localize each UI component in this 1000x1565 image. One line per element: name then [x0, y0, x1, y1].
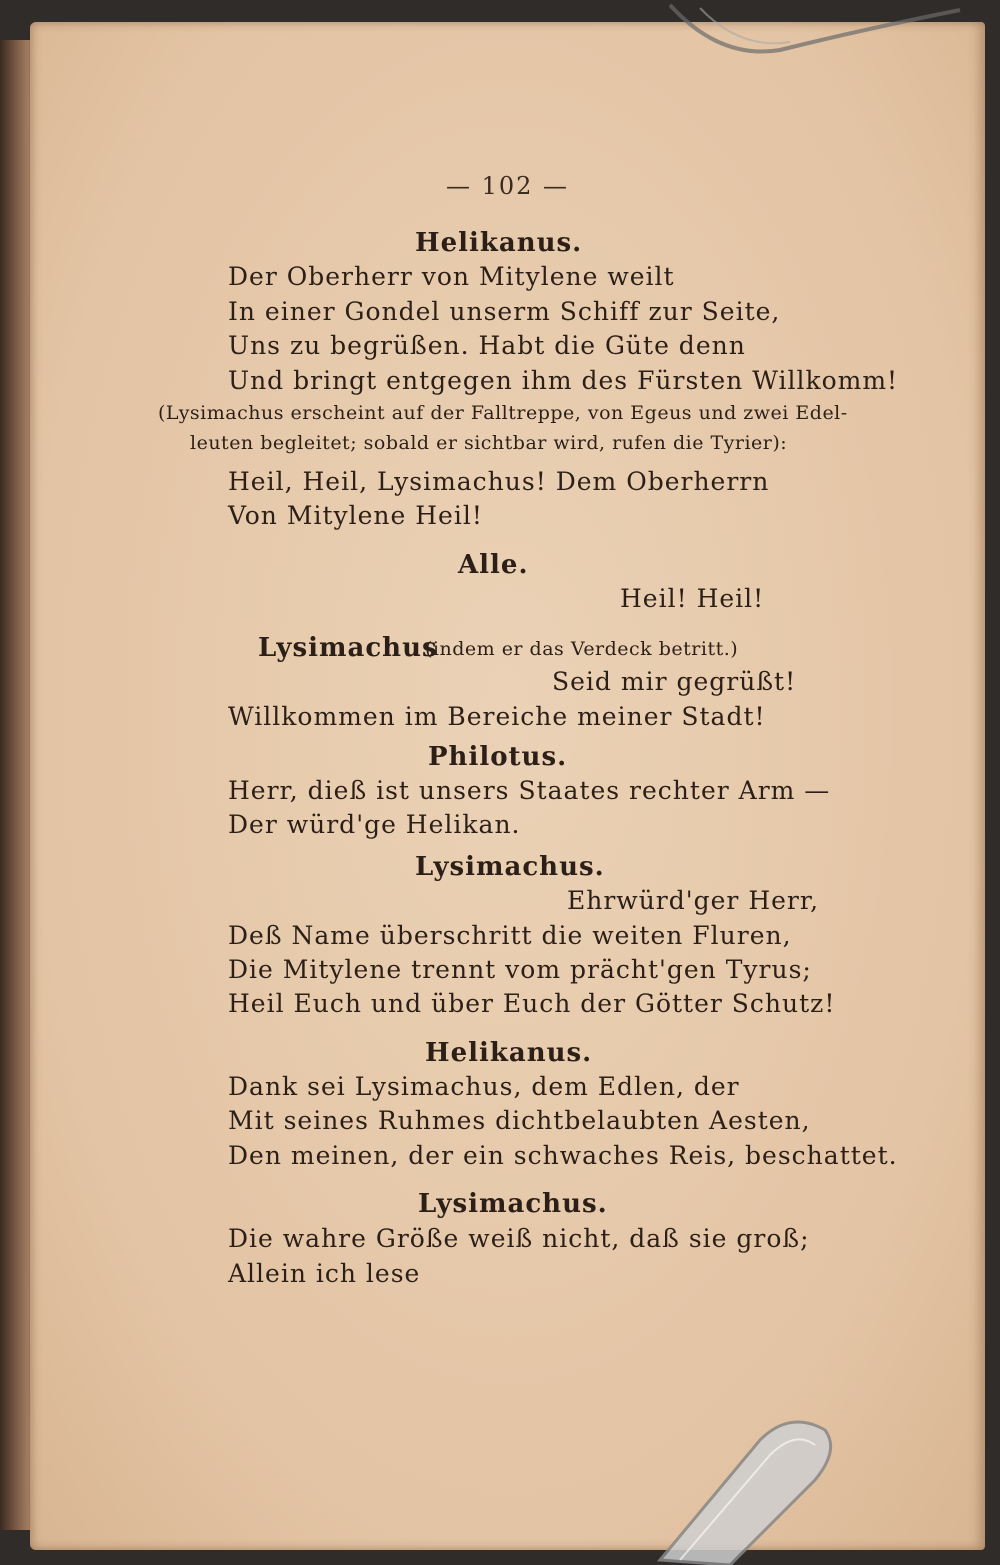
speaker-name: Helikanus. [415, 228, 583, 258]
verse-line: Und bringt entgegen ihm des Fürsten Willkomm! [228, 366, 899, 395]
verse-line: Deß Name überschritt die weiten Fluren, [228, 921, 792, 950]
speaker-name: Lysimachus [258, 633, 438, 663]
speaker-name: Helikanus. [425, 1038, 593, 1068]
verse-line: Von Mitylene Heil! [228, 501, 483, 530]
verse-line: Der würd'ge Helikan. [228, 810, 521, 839]
page-clip-bottom [640, 1410, 840, 1565]
verse-line: Heil Euch und über Euch der Götter Schutz! [228, 989, 836, 1018]
verse-line: Den meinen, der ein schwaches Reis, beschattet. [228, 1141, 898, 1170]
verse-line: Der Oberherr von Mitylene weilt [228, 262, 675, 291]
verse-line: Heil! Heil! [620, 584, 765, 613]
speaker-name: Lysimachus. [415, 852, 605, 882]
page-clip-top [660, 0, 980, 70]
verse-line: Die wahre Größe weiß nicht, daß sie groß; [228, 1224, 810, 1253]
verse-line: Die Mitylene trennt vom prächt'gen Tyrus; [228, 955, 812, 984]
verse-line: Mit seines Ruhmes dichtbelaubten Aesten, [228, 1106, 811, 1135]
verse-line: Ehrwürd'ger Herr, [567, 886, 820, 915]
speaker-name: Lysimachus. [418, 1189, 608, 1219]
verse-line: Seid mir gegrüßt! [552, 667, 797, 696]
speaker-name: Alle. [458, 550, 529, 580]
verse-line: Dank sei Lysimachus, dem Edlen, der [228, 1072, 740, 1101]
verse-line: Allein ich lese [228, 1259, 421, 1288]
verse-line: Herr, dieß ist unsers Staates rechter Arm — [228, 776, 831, 805]
stage-direction: leuten begleitet; sobald er sichtbar wird, rufen die Tyrier): [190, 432, 788, 454]
stage-direction: (indem er das Verdeck betritt.) [425, 638, 739, 660]
verse-line: Heil, Heil, Lysimachus! Dem Oberherrn [228, 467, 770, 496]
stage-direction: (Lysimachus erscheint auf der Falltreppe, von Egeus und zwei Edel- [158, 402, 848, 424]
speaker-name: Philotus. [428, 742, 568, 772]
verse-line: In einer Gondel unserm Schiff zur Seite, [228, 297, 781, 326]
verse-line: Willkommen im Bereiche meiner Stadt! [228, 702, 766, 731]
verse-line: Uns zu begrüßen. Habt die Güte denn [228, 331, 746, 360]
page-number: — 102 — [445, 172, 570, 200]
